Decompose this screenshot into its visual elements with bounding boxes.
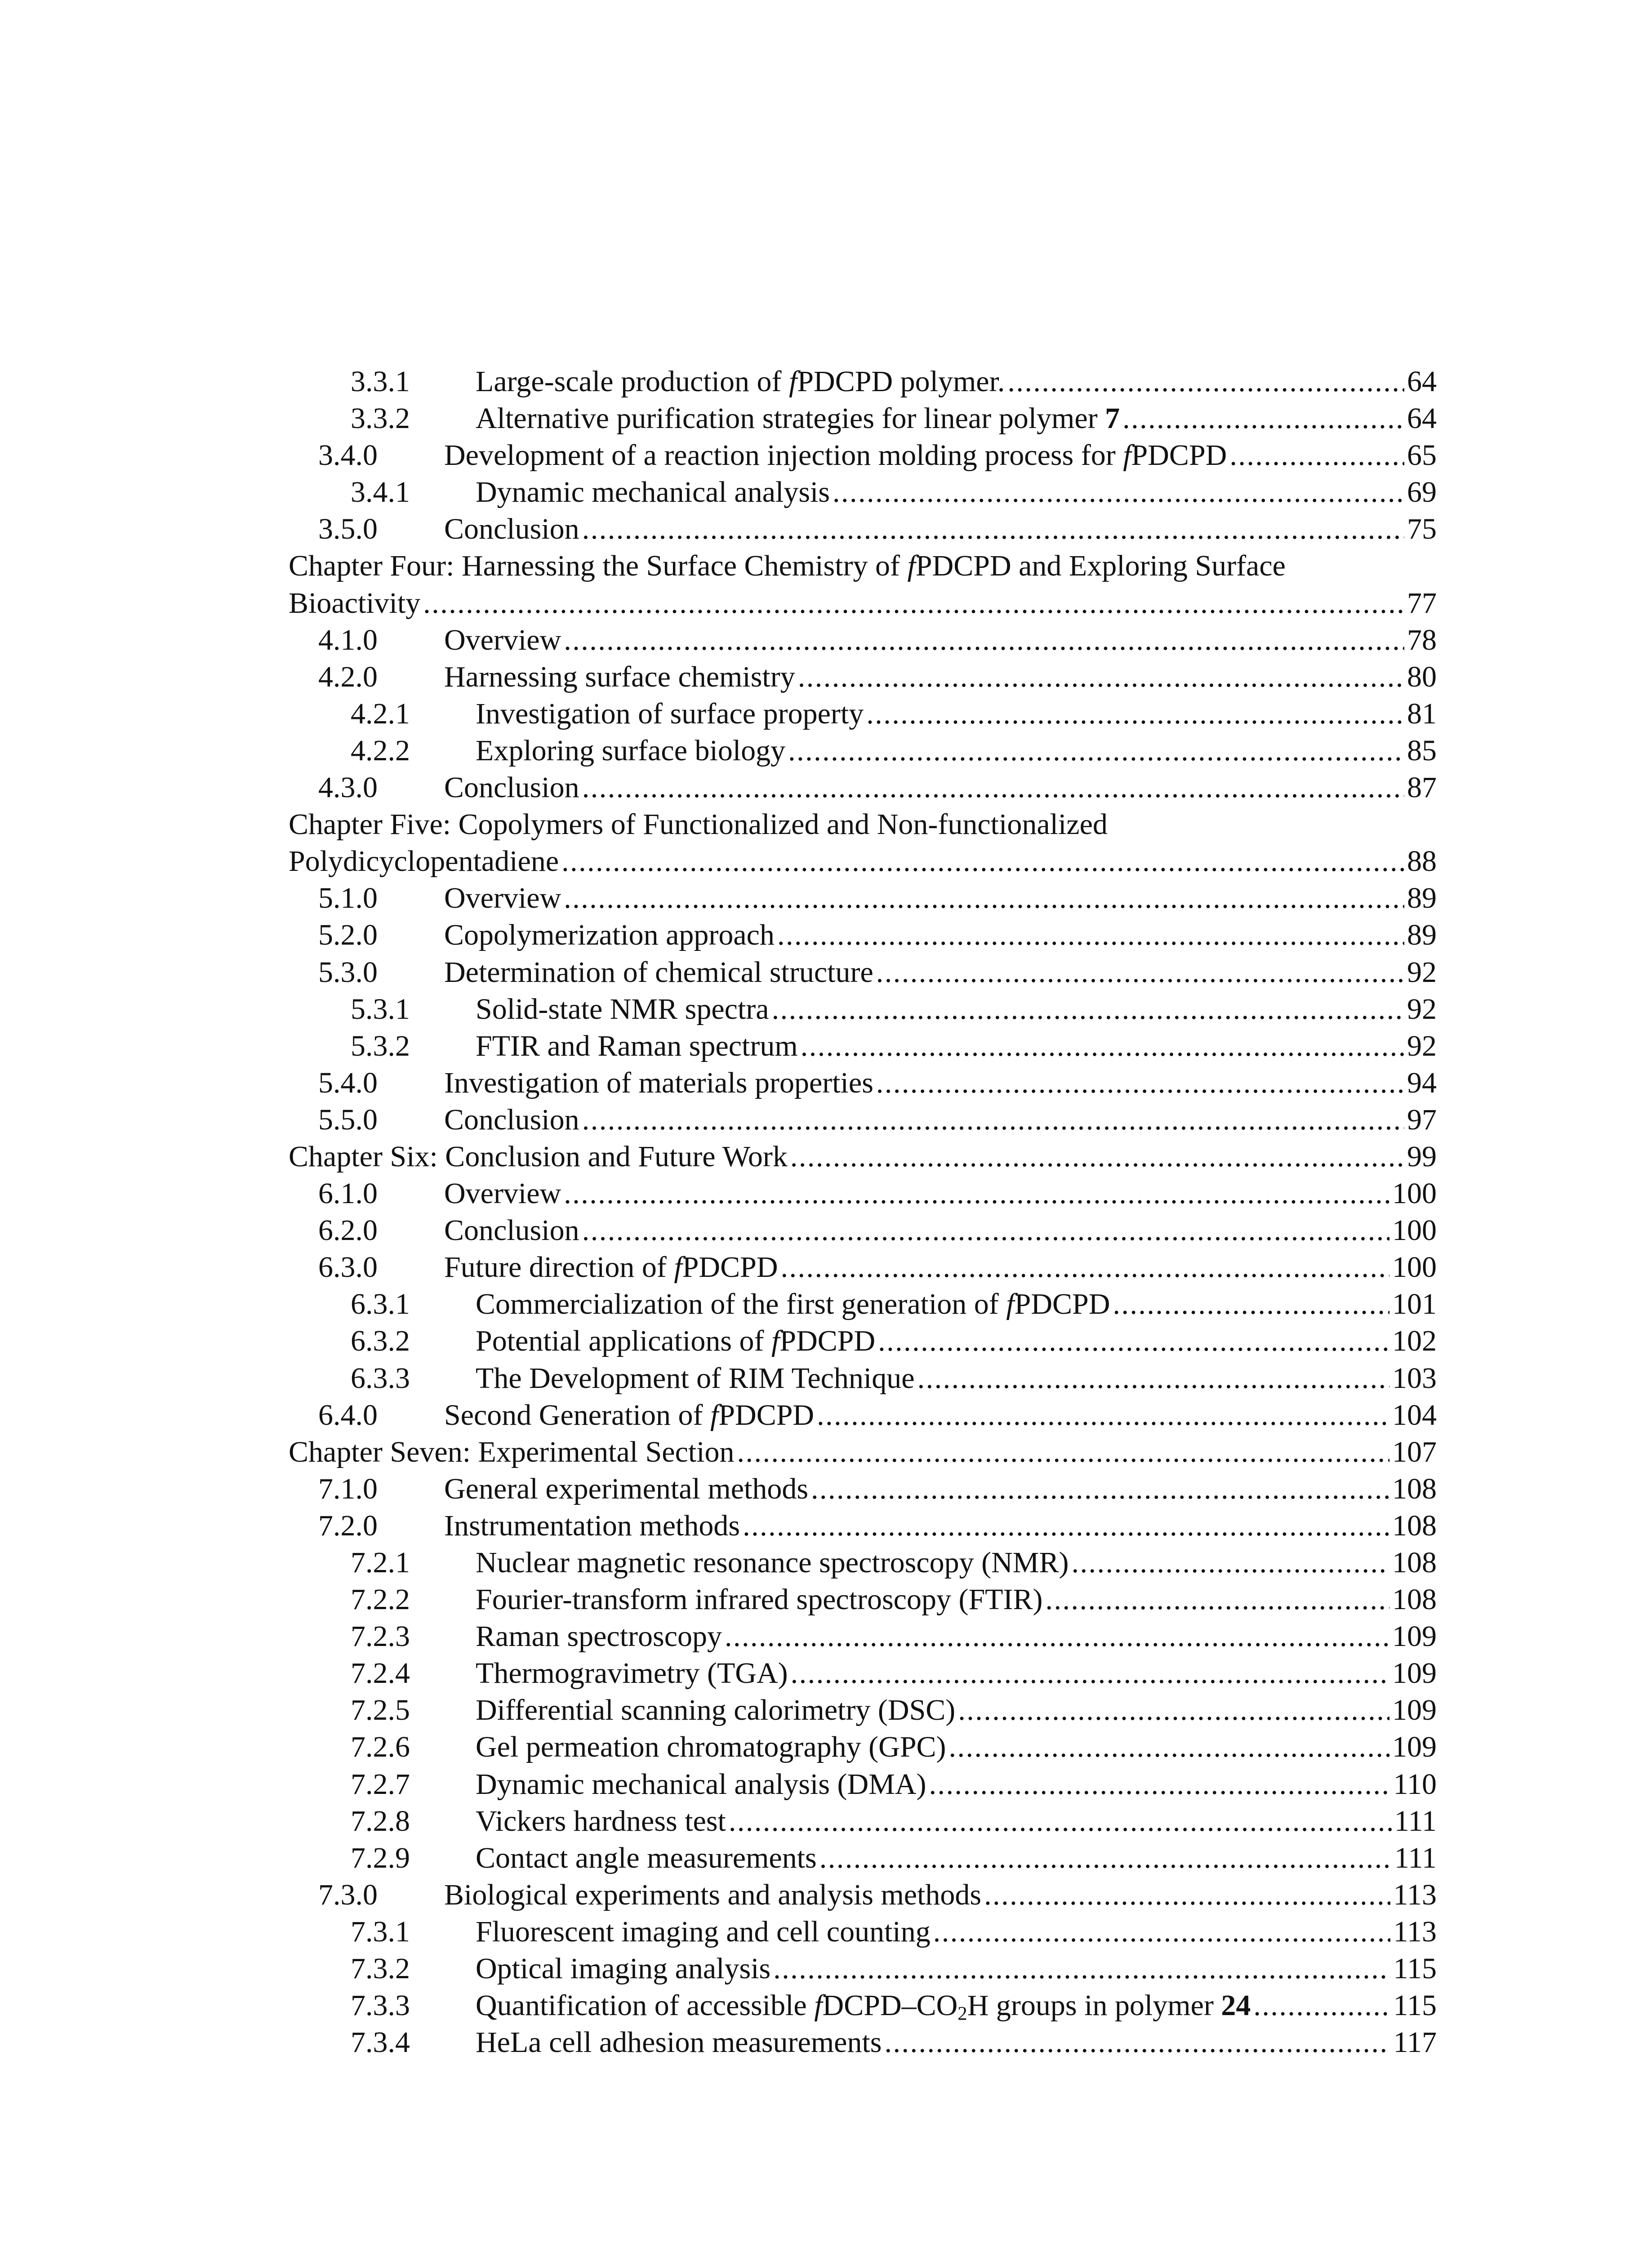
- dot-leader: [1253, 1987, 1390, 2024]
- toc-entry[interactable]: [289, 769, 1437, 806]
- chapter-heading-line: [289, 806, 1437, 843]
- page-number: 92: [1407, 992, 1437, 1026]
- section-number: 7.2.8: [351, 1804, 410, 1838]
- toc-entry[interactable]: [289, 1840, 1437, 1877]
- toc-entry[interactable]: [289, 622, 1437, 659]
- dot-leader: [817, 1397, 1389, 1434]
- section-title: [444, 769, 579, 806]
- toc-title-fragment: Instrumentation methods: [444, 1509, 740, 1542]
- toc-title-fragment: 2: [957, 2003, 967, 2025]
- toc-entry[interactable]: [289, 1581, 1437, 1618]
- toc-title-fragment: Alternative purification strategies for linear polymer: [476, 402, 1105, 435]
- dot-leader: [790, 1138, 1404, 1175]
- toc-title-fragment: f: [907, 549, 916, 583]
- dot-leader: [582, 769, 1404, 806]
- toc-entry[interactable]: [289, 1065, 1437, 1102]
- section-title: [444, 1175, 561, 1212]
- page-number: 107: [1392, 1435, 1437, 1468]
- page-number: 101: [1392, 1288, 1437, 1321]
- section-number: 4.2.2: [351, 734, 410, 767]
- toc-title-fragment: Differential scanning calorimetry (DSC): [476, 1694, 956, 1727]
- section-title: [476, 1766, 926, 1803]
- toc-entry[interactable]: [289, 1618, 1437, 1655]
- toc-entry[interactable]: [289, 1508, 1437, 1544]
- dot-leader: [564, 1175, 1389, 1212]
- section-number: 6.1.0: [318, 1177, 378, 1210]
- section-number: 5.2.0: [318, 919, 378, 952]
- toc-title-fragment: DCPD–CO: [822, 1989, 958, 2022]
- toc-entry[interactable]: [289, 991, 1437, 1028]
- section-title: [476, 991, 769, 1028]
- toc-entry[interactable]: [289, 1913, 1437, 1950]
- section-number: 5.3.2: [351, 1029, 410, 1062]
- toc-entry[interactable]: [289, 437, 1437, 474]
- dot-leader: [582, 511, 1404, 548]
- dot-leader: [737, 1434, 1389, 1471]
- toc-title-fragment: f: [710, 1398, 719, 1432]
- toc-title-fragment: Overview: [444, 1177, 561, 1210]
- toc-title-fragment: PDCPD: [718, 1398, 815, 1432]
- section-title: [444, 659, 795, 696]
- page-number: 103: [1392, 1361, 1437, 1395]
- toc-title-fragment: f: [1006, 1288, 1015, 1321]
- toc-title-fragment: Conclusion: [444, 1214, 579, 1247]
- section-title: [476, 1360, 915, 1397]
- toc-title-fragment: Potential applications of: [476, 1325, 772, 1358]
- section-title: [289, 585, 420, 622]
- toc-entry[interactable]: [289, 1212, 1437, 1249]
- section-number: 6.3.2: [351, 1325, 410, 1358]
- toc-title-fragment: f: [771, 1325, 780, 1358]
- page-number: 92: [1407, 955, 1437, 989]
- toc-title-fragment: Fourier-transform infrared spectroscopy (FTIR): [476, 1583, 1043, 1616]
- table-of-contents: [289, 363, 1437, 2061]
- section-number: 5.3.0: [318, 955, 378, 989]
- toc-title-fragment: PDCPD: [1131, 439, 1227, 472]
- section-number: 3.4.1: [351, 476, 410, 509]
- toc-chapter-entry[interactable]: [289, 1434, 1437, 1471]
- section-number: 7.1.0: [318, 1472, 378, 1505]
- page-number: 115: [1393, 1952, 1437, 1985]
- section-title: [289, 1434, 735, 1471]
- section-number: 6.4.0: [318, 1398, 378, 1432]
- dot-leader: [791, 1655, 1389, 1692]
- page-number: 109: [1392, 1731, 1437, 1764]
- toc-title-fragment: Chapter Five: Copolymers of Functionalized and Non-functionalized: [289, 808, 1108, 841]
- section-number: 6.2.0: [318, 1214, 378, 1247]
- page-number: 89: [1407, 882, 1437, 915]
- toc-entry[interactable]: [289, 363, 1437, 400]
- dot-leader: [777, 917, 1404, 954]
- toc-entry[interactable]: [289, 917, 1437, 954]
- toc-title-fragment: Fluorescent imaging and cell counting: [476, 1915, 931, 1948]
- page-number: 113: [1393, 1878, 1437, 1911]
- toc-title-fragment: f: [789, 365, 797, 398]
- toc-title-fragment: Conclusion: [444, 771, 579, 804]
- toc-title-fragment: Gel permeation chromatography (GPC): [476, 1731, 946, 1764]
- toc-title-fragment: The Development of RIM Technique: [476, 1361, 915, 1395]
- section-number: 6.3.1: [351, 1288, 410, 1321]
- section-title: [289, 1138, 788, 1175]
- dot-leader: [582, 1212, 1389, 1249]
- dot-leader: [876, 954, 1404, 991]
- page-number: 92: [1407, 1029, 1437, 1062]
- section-title: [476, 1803, 726, 1840]
- dot-leader: [984, 1877, 1390, 1913]
- page-number: 69: [1407, 476, 1437, 509]
- toc-title-fragment: Harnessing surface chemistry: [444, 660, 795, 693]
- toc-entry[interactable]: [289, 1544, 1437, 1581]
- section-title: [476, 1286, 1110, 1323]
- page-number: 117: [1393, 2026, 1437, 2059]
- toc-entry[interactable]: [289, 696, 1437, 732]
- dot-leader: [949, 1729, 1389, 1766]
- toc-entry[interactable]: [289, 1175, 1437, 1212]
- section-title: [476, 1913, 931, 1950]
- page-number: 88: [1407, 845, 1437, 878]
- section-title: [476, 400, 1120, 437]
- section-title: [476, 1581, 1042, 1618]
- toc-title-fragment: Raman spectroscopy: [476, 1620, 722, 1653]
- page-number: 81: [1407, 697, 1437, 730]
- toc-title-fragment: Chapter Seven: Experimental Section: [289, 1435, 735, 1468]
- section-number: 7.2.1: [351, 1546, 410, 1579]
- toc-entry[interactable]: [289, 1692, 1437, 1729]
- toc-entry[interactable]: [289, 1249, 1437, 1286]
- section-title: [476, 1692, 955, 1729]
- toc-title-fragment: Development of a reaction injection molding process for: [444, 439, 1123, 472]
- dot-leader: [423, 585, 1404, 622]
- page-number: 100: [1392, 1251, 1437, 1284]
- toc-title-fragment: Solid-state NMR spectra: [476, 992, 769, 1026]
- page-number: 115: [1393, 1989, 1437, 2022]
- section-title: [444, 1471, 808, 1508]
- toc-title-fragment: Overview: [444, 623, 561, 656]
- toc-chapter-entry[interactable]: [289, 843, 1437, 880]
- page-number: 100: [1392, 1214, 1437, 1247]
- page-number: 99: [1407, 1140, 1437, 1173]
- section-title: [444, 880, 561, 917]
- dot-leader: [772, 991, 1404, 1028]
- section-title: [444, 1102, 579, 1138]
- section-title: [444, 1065, 873, 1102]
- toc-title-fragment: f: [1123, 439, 1131, 472]
- section-title: [476, 363, 1005, 400]
- toc-title-fragment: Conclusion: [444, 513, 579, 546]
- toc-title-fragment: PDCPD: [682, 1251, 778, 1284]
- section-title: [476, 1655, 788, 1692]
- dot-leader: [958, 1692, 1389, 1729]
- section-title: [476, 1618, 722, 1655]
- dot-leader: [729, 1803, 1392, 1840]
- section-number: 7.2.9: [351, 1841, 410, 1874]
- section-number: 5.1.0: [318, 882, 378, 915]
- toc-entry[interactable]: [289, 1028, 1437, 1065]
- section-title: [476, 1987, 1251, 2024]
- page-number: 108: [1392, 1546, 1437, 1579]
- page-number: 104: [1392, 1398, 1437, 1432]
- dot-leader: [564, 622, 1404, 659]
- dot-leader: [801, 1028, 1404, 1065]
- toc-title-fragment: H groups in polymer: [967, 1989, 1221, 2022]
- section-title: [476, 474, 830, 511]
- section-number: 7.2.7: [351, 1767, 410, 1801]
- toc-title-fragment: Thermogravimetry (TGA): [476, 1657, 788, 1690]
- toc-title-fragment: Second Generation of: [444, 1398, 710, 1432]
- section-number: 7.2.2: [351, 1583, 410, 1616]
- page-number: 75: [1407, 513, 1437, 546]
- toc-entry[interactable]: [289, 1471, 1437, 1508]
- dot-leader: [561, 843, 1404, 880]
- section-title: [444, 1397, 814, 1434]
- section-number: 7.2.4: [351, 1657, 410, 1690]
- toc-title-fragment: Dynamic mechanical analysis: [476, 476, 830, 509]
- toc-entry[interactable]: [289, 954, 1437, 991]
- toc-entry[interactable]: [289, 880, 1437, 917]
- section-number: 5.5.0: [318, 1103, 378, 1136]
- toc-title-fragment: Copolymerization approach: [444, 919, 775, 952]
- section-number: 5.4.0: [318, 1066, 378, 1099]
- section-title: [444, 1508, 740, 1544]
- section-title: [476, 696, 864, 732]
- page-number: 100: [1392, 1177, 1437, 1210]
- toc-title-fragment: Contact angle measurements: [476, 1841, 817, 1874]
- toc-title-fragment: Future direction of: [444, 1251, 674, 1284]
- dot-leader: [1122, 400, 1404, 437]
- toc-entry[interactable]: [289, 511, 1437, 548]
- section-title: [289, 843, 559, 880]
- section-title: [476, 1950, 770, 1987]
- section-title: [444, 917, 775, 954]
- toc-title-fragment: Large-scale production of: [476, 365, 789, 398]
- page-number: 108: [1392, 1583, 1437, 1616]
- page-number: 80: [1407, 660, 1437, 693]
- dot-leader: [788, 732, 1404, 769]
- page-number: 113: [1393, 1915, 1437, 1948]
- dot-leader: [773, 1950, 1390, 1987]
- dot-leader: [743, 1508, 1389, 1544]
- toc-title-fragment: Quantification of accessible: [476, 1989, 815, 2022]
- toc-title-fragment: Nuclear magnetic resonance spectroscopy (NMR): [476, 1546, 1069, 1579]
- section-number: 4.1.0: [318, 623, 378, 656]
- toc-entry[interactable]: [289, 400, 1437, 437]
- section-number: 3.5.0: [318, 513, 378, 546]
- section-number: 7.3.2: [351, 1952, 410, 1985]
- toc-title-fragment: Bioactivity: [289, 586, 421, 620]
- section-title: [476, 1840, 817, 1877]
- page-number: 78: [1407, 623, 1437, 656]
- page-number: 111: [1394, 1841, 1437, 1874]
- page-number: 77: [1407, 586, 1437, 620]
- page-number: 65: [1407, 439, 1437, 472]
- page-number: 111: [1394, 1804, 1437, 1838]
- toc-entry[interactable]: [289, 732, 1437, 769]
- dot-leader: [876, 1065, 1404, 1102]
- section-title: [476, 1323, 875, 1360]
- toc-entry[interactable]: [289, 659, 1437, 696]
- page-number: 87: [1407, 771, 1437, 804]
- section-number: 6.3.3: [351, 1361, 410, 1395]
- section-number: 3.3.2: [351, 402, 410, 435]
- dot-leader: [725, 1618, 1389, 1655]
- toc-entry[interactable]: [289, 1397, 1437, 1434]
- section-number: 6.3.0: [318, 1251, 378, 1284]
- toc-title-fragment: PDCPD polymer.: [797, 365, 1005, 398]
- toc-entry[interactable]: [289, 1286, 1437, 1323]
- toc-title-fragment: Chapter Six: Conclusion and Future Work: [289, 1140, 788, 1173]
- section-number: 3.3.1: [351, 365, 410, 398]
- toc-title-fragment: Commercialization of the first generation of: [476, 1288, 1006, 1321]
- page-number: 64: [1407, 365, 1437, 398]
- toc-title-fragment: Polydicyclopentadiene: [289, 845, 559, 878]
- page-number: 108: [1392, 1509, 1437, 1542]
- toc-title-fragment: PDCPD and Exploring Surface: [915, 549, 1286, 583]
- dot-leader: [917, 1360, 1389, 1397]
- toc-chapter-entry[interactable]: [289, 1138, 1437, 1175]
- page-number: 109: [1392, 1694, 1437, 1727]
- toc-entry[interactable]: [289, 1877, 1437, 1913]
- page-number: 64: [1407, 402, 1437, 435]
- dot-leader: [582, 1102, 1404, 1138]
- toc-entry[interactable]: [289, 1323, 1437, 1360]
- dot-leader: [866, 696, 1404, 732]
- toc-title-fragment: HeLa cell adhesion measurements: [476, 2026, 882, 2059]
- section-title: [444, 1249, 778, 1286]
- toc-entry[interactable]: [289, 1360, 1437, 1397]
- section-title: [444, 954, 873, 991]
- toc-title-fragment: Conclusion: [444, 1103, 579, 1136]
- toc-chapter-entry[interactable]: [289, 585, 1437, 622]
- toc-entry[interactable]: [289, 1729, 1437, 1766]
- section-title: [476, 1544, 1069, 1581]
- dot-leader: [780, 1249, 1389, 1286]
- section-number: 4.2.0: [318, 660, 378, 693]
- section-number: 7.3.1: [351, 1915, 410, 1948]
- section-title: [476, 732, 785, 769]
- toc-entry[interactable]: [289, 1766, 1437, 1803]
- section-title: [444, 437, 1227, 474]
- dot-leader: [833, 474, 1404, 511]
- page-number: 109: [1392, 1620, 1437, 1653]
- dot-leader: [1071, 1544, 1389, 1581]
- toc-entry[interactable]: [289, 1950, 1437, 1987]
- dot-leader: [798, 659, 1404, 696]
- toc-entry[interactable]: [289, 474, 1437, 511]
- toc-title-fragment: Overview: [444, 882, 561, 915]
- page-number: 110: [1393, 1767, 1437, 1801]
- dot-leader: [933, 1913, 1391, 1950]
- dot-leader: [929, 1766, 1391, 1803]
- section-number: 7.3.4: [351, 2026, 410, 2059]
- page-number: 102: [1392, 1325, 1437, 1358]
- section-number: 7.2.3: [351, 1620, 410, 1653]
- section-title: [444, 622, 561, 659]
- page-number: 85: [1407, 734, 1437, 767]
- section-title: [476, 1028, 798, 1065]
- dot-leader: [1113, 1286, 1389, 1323]
- section-number: 4.3.0: [318, 771, 378, 804]
- dot-leader: [811, 1471, 1389, 1508]
- section-number: 7.2.6: [351, 1731, 410, 1764]
- toc-title-fragment: PDCPD: [779, 1325, 876, 1358]
- toc-title-fragment: Chapter Four: Harnessing the Surface Chemistry of: [289, 549, 908, 583]
- toc-entry[interactable]: [289, 2024, 1437, 2061]
- toc-title-fragment: 7: [1105, 402, 1120, 435]
- dot-leader: [1007, 363, 1404, 400]
- section-title: [444, 1877, 981, 1913]
- toc-title-fragment: Optical imaging analysis: [476, 1952, 771, 1985]
- toc-entry[interactable]: [289, 1803, 1437, 1840]
- toc-title-fragment: Exploring surface biology: [476, 734, 786, 767]
- page-number: 89: [1407, 919, 1437, 952]
- page-number: 109: [1392, 1657, 1437, 1690]
- page-number: 94: [1407, 1066, 1437, 1099]
- section-number: 5.3.1: [351, 992, 410, 1026]
- toc-title-fragment: Investigation of materials properties: [444, 1066, 873, 1099]
- toc-title-fragment: Dynamic mechanical analysis (DMA): [476, 1767, 926, 1801]
- section-number: 7.2.5: [351, 1694, 410, 1727]
- toc-title-fragment: FTIR and Raman spectrum: [476, 1029, 798, 1062]
- section-number: 4.2.1: [351, 697, 410, 730]
- toc-title-fragment: Determination of chemical structure: [444, 955, 873, 989]
- toc-title-fragment: Vickers hardness test: [476, 1804, 726, 1838]
- section-number: 7.2.0: [318, 1509, 378, 1542]
- toc-title-fragment: f: [814, 1989, 823, 2022]
- section-number: 7.3.3: [351, 1989, 410, 2022]
- section-number: 3.4.0: [318, 439, 378, 472]
- toc-title-fragment: Biological experiments and analysis methods: [444, 1878, 982, 1911]
- section-title: [444, 1212, 579, 1249]
- toc-title-fragment: PDCPD: [1014, 1288, 1110, 1321]
- chapter-heading-line: [289, 548, 1437, 584]
- section-title: [444, 511, 579, 548]
- page-number: 108: [1392, 1472, 1437, 1505]
- toc-title-fragment: 24: [1221, 1989, 1251, 2022]
- section-number: 7.3.0: [318, 1878, 378, 1911]
- toc-title-fragment: f: [674, 1251, 682, 1284]
- toc-title-fragment: General experimental methods: [444, 1472, 809, 1505]
- dot-leader: [878, 1323, 1389, 1360]
- dot-leader: [1045, 1581, 1389, 1618]
- page-number: 97: [1407, 1103, 1437, 1136]
- toc-entry[interactable]: [289, 1987, 1437, 2024]
- toc-title-fragment: Investigation of surface property: [476, 697, 864, 730]
- dot-leader: [564, 880, 1404, 917]
- dot-leader: [884, 2024, 1390, 2061]
- dot-leader: [819, 1840, 1392, 1877]
- section-title: [476, 2024, 882, 2061]
- toc-entry[interactable]: [289, 1102, 1437, 1138]
- toc-entry[interactable]: [289, 1655, 1437, 1692]
- dot-leader: [1229, 437, 1404, 474]
- section-title: [476, 1729, 946, 1766]
